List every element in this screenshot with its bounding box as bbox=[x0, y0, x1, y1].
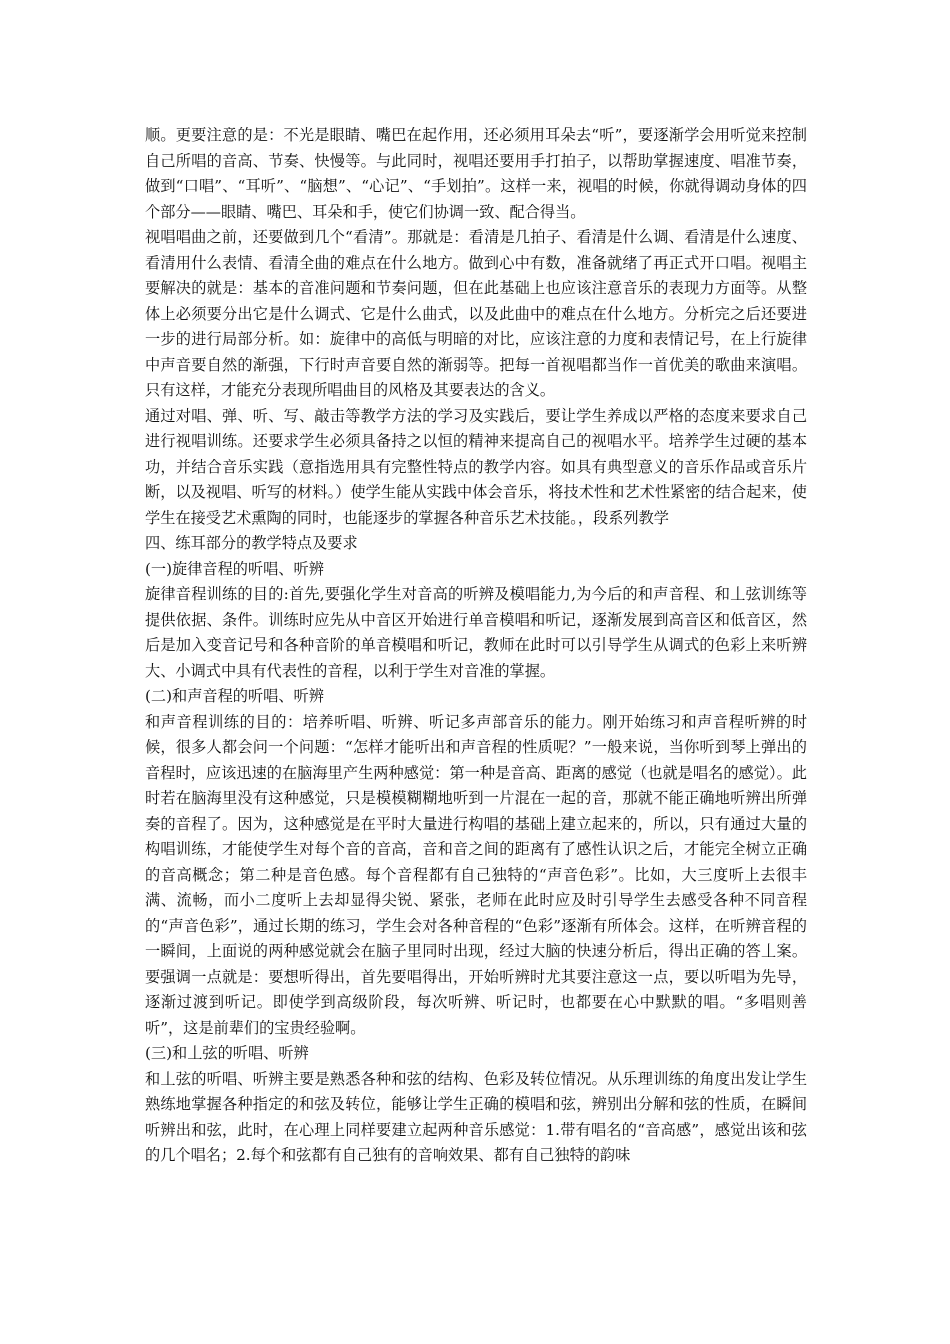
paragraph-melodic-intervals: 旋律音程训练的目的:首先,要强化学生对音高的听辨及模唱能力,为今后的和声音程、和丄弦训练等提供依据、条件。训练时应先从中音区开始进行单音模唱和听记，逐渐发展到高音区和低音区，然后是加入变音记号和各种音阶的单音模唱和听记，教师在此时可以引导学生从调式的色彩上来听辨大、小调式中具有代表性的音程，以利于学生对音准的掌握。 bbox=[145, 585, 807, 680]
paragraph-look-clearly: 视唱唱曲之前，还要做到几个“看清”。那就是：看清是几拍子、看清是什么调、看清是什么速度、看清用什么表情、看清全曲的难点在什么地方。做到心中有数，准备就绪了再正式开口唱。视唱主要解决的就是：基本的音准问题和节奏问题，但在此基础上也应该注意音乐的表现力方面等。从整体上必须要分出它是什么调式、它是什么曲式，以及此曲中的难点在什么地方。分析完之后还要进一步的进行局部分析。如：旋律中的高低与明暗的对比，应该注意的力度和表情记号，在上行旋律中声音要自然的渐强，下行时声音要自然的渐弱等。把每一首视唱都当作一首优美的歌曲来演唱。只有这样，才能充分表现所唱曲目的风格及其要表达的含义。 bbox=[145, 228, 807, 399]
document-body bbox=[145, 123, 807, 1169]
subheading-chords: (三)和丄弦的听唱、听辨 bbox=[145, 1044, 309, 1062]
paragraph-training-method: 通过对唱、弹、听、写、敲击等教学方法的学习及实践后，要让学生养成以严格的态度来要求自己进行视唱训练。还要求学生必须具备持之以恒的精神来提高自己的视唱水平。培养学生过硬的基本功，并结合音乐实践（意指选用具有完整性特点的教学内容。如具有典型意义的音乐作品或音乐片断，以及视唱、听写的材料。）使学生能从实践中体会音乐，将技术性和艺术性紧密的结合起来，使学生在接受艺术熏陶的同时，也能逐步的掌握各种音乐艺术技能。，段系列教学 bbox=[145, 406, 807, 527]
paragraph-harmonic-intervals: 和声音程训练的目的：培养听唱、听辨、听记多声部音乐的能力。刚开始练习和声音程听辨的时候，很多人都会问一个问题：“怎样才能听出和声音程的性质呢？”一般来说，当你听到琴上弹出的音程时，应该迅速的在脑海里产生两种感觉：第一种是音高、距离的感觉（也就是唱名的感觉）。此时若在脑海里没有这种感觉，只是模模糊糊地听到一片混在一起的音，那就不能正确地听辨出所弹奏的音程了。因为，这种感觉是在平时大量进行构唱的基础上建立起来的，所以，只有通过大量的构唱训练，才能使学生对每个音的音高，音和音之间的距离有了感性认识之后，才能完全树立正确的音高概念；第二种是音色感。每个音程都有自己独特的“声音色彩”。比如，大三度听上去很丰满、流畅，而小二度听上去却显得尖锐、紧张，老师在此时应及时引导学生去感受各种不同音程的“声音色彩”，通过长期的练习，学生会对各种音程的“色彩”逐渐有所体会。这样，在听辨音程的一瞬间，上面说的两种感觉就会在脑子里同时出现，经过大脑的快速分析后，得出正确的答丄案。要强调一点就是：要想听得出，首先要唱得出，开始听辨时尤其要注意这一点，要以听唱为先导，逐渐过渡到听记。即使学到高级阶段，每次听辨、听记时，也都要在心中默默的唱。“多唱则善听”，这是前辈们的宝贵经验啊。 bbox=[145, 712, 807, 1037]
paragraph-chords: 和丄弦的听唱、听辨主要是熟悉各种和弦的结构、色彩及转位情况。从乐理训练的角度出发让学生熟练地掌握各种指定的和弦及转位，能够让学生正确的模唱和弦，辨别出分解和弦的性质，在瞬间听辨出和弦，此时，在心理上同样要建立起两种音乐感觉：1.带有唱名的“音高感”，感觉出该和弦的几个唱名；2.每个和弦都有自己独有的音响效果、都有自己独特的韵味 bbox=[145, 1069, 807, 1164]
paragraph-visual-awareness: 顺。更要注意的是：不光是眼睛、嘴巴在起作用，还必须用耳朵去“听”，要逐渐学会用听觉来控制自己所唱的音高、节奏、快慢等。与此同时，视唱还要用手打拍子，以帮助掌握速度、唱准节奏，做到“口唱”、“耳听”、“脑想”、“心记”、“手划拍”。这样一来，视唱的时候，你就得调动身体的四个部分——眼睛、嘴巴、耳朵和手，使它们协调一致、配合得当。 bbox=[145, 126, 807, 221]
section-heading-ear-training: 四、练耳部分的教学特点及要求 bbox=[145, 534, 358, 552]
subheading-harmonic-intervals: (二)和声音程的听唱、听辨 bbox=[145, 687, 324, 705]
subheading-melodic-intervals: (一)旋律音程的听唱、听辨 bbox=[145, 559, 324, 578]
